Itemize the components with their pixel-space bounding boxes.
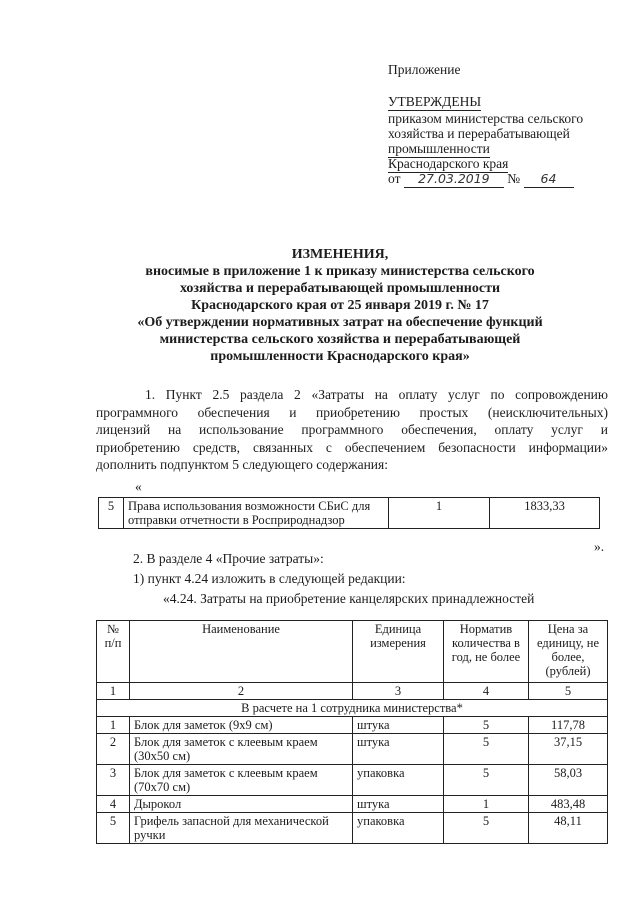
section-2-line-1: 2. В разделе 4 «Прочие затраты»:	[133, 551, 324, 566]
appendix-label: Приложение	[388, 62, 461, 77]
table-number-row: 1 2 3 4 5	[97, 683, 608, 700]
cost-table-1	[98, 497, 600, 529]
table-header-row: № п/п Наименование Единица измерения Норматив количества в год, не более Цена за единицу, не более, (рублей)	[97, 621, 608, 683]
table-group-row: В расчете на 1 сотрудника министерства*	[97, 700, 608, 717]
approval-line-1: приказом министерства сельского	[388, 111, 584, 126]
close-quote: ».	[594, 539, 605, 554]
section-2-line-3: «4.24. Затраты на приобретение канцелярских принадлежностей	[163, 591, 535, 606]
table-row: 4 Дырокол штука 1 483,48	[97, 796, 608, 813]
approval-number: 64	[524, 171, 574, 188]
approved-label: УТВЕРЖДЕНЫ	[388, 94, 482, 109]
approval-line-2: хозяйства и перерабатывающей	[388, 126, 570, 141]
table-row: 1 Блок для заметок (9х9 см) штука 5 117,78	[97, 717, 608, 734]
paragraph-1: 1. Пункт 2.5 раздела 2 «Затраты на оплату услуг по сопровождению программного обеспечения и приобретению простых (неисключительных) лицензий на использование программного обеспечения, оплату услуг и приобретению средств, связанных с обеспечением безопасности информации» дополнить подпунктом 5 следующего содержания:	[96, 387, 608, 472]
table-row: 3 Блок для заметок с клеевым краем (70х70 см) упаковка 5 58,03	[97, 765, 608, 796]
table-row: 5 Грифель запасной для механической ручки упаковка 5 48,11	[97, 813, 608, 844]
document-title: ИЗМЕНЕНИЯ, вносимые в приложение 1 к приказу министерства сельского хозяйства и перерабатывающей промышленности Краснодарского края от 25 января 2019 г. № 17 «Об утверждении нормативных затрат на обеспечение функций министерства сельского хозяйства и перерабатывающей промышленности Краснодарского края»	[137, 247, 543, 364]
approval-date-line: от 27.03.2019 № 64	[388, 171, 574, 188]
section-2-line-2: 1) пункт 4.24 изложить в следующей редакции:	[133, 571, 406, 586]
table-row: 2 Блок для заметок с клеевым краем (30х50 см) штука 5 37,15	[97, 734, 608, 765]
approval-line-3: промышленности	[388, 141, 490, 156]
open-quote: «	[135, 479, 142, 494]
approval-line-4: Краснодарского края	[388, 156, 509, 171]
supplies-table	[96, 620, 608, 844]
approval-date: 27.03.2019	[404, 171, 504, 188]
table-row: 5 Права использования возможности СБиС для отправки отчетности в Росприроднадзор 1 1833,33	[99, 498, 600, 529]
